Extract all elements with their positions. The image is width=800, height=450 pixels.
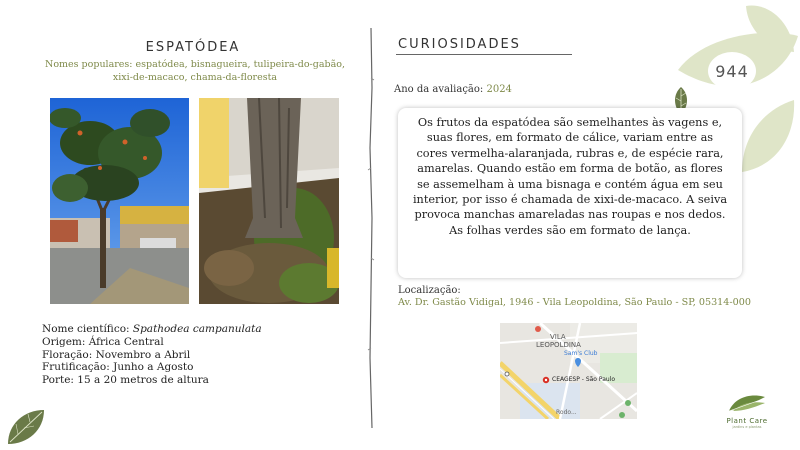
logo-tagline: jardins e plantas [732,425,762,429]
tree-photo [50,98,189,304]
fruiting: Frutificação: Junho a Agosto [42,361,194,374]
leaf-icon [740,98,796,174]
location-label: Localização: [398,285,461,296]
map-label-store: Sam's Club [564,350,598,357]
scientific-name: Nome científico: Spathodea campanulata [42,323,262,335]
evaluation-year-value: 2024 [486,84,512,95]
popular-names: Nomes populares: espatódea, bisnagueira, tulipeira-do-gabão, xixi-de-macaco, chama-da-floresta [45,59,345,83]
map-label-district2: LEOPOLDINA [536,341,581,349]
logo-name: Plant Care [726,417,768,425]
map-pin-icon [543,377,549,383]
flowering: Floração: Novembro a Abril [42,348,191,361]
location-map[interactable] [500,323,637,419]
leaf-icon [6,408,46,446]
map-label-place: CEAGESP - São Paulo [552,376,616,383]
origin: Origem: África Central [42,335,164,348]
plant-logo-icon [727,393,767,413]
species-name: ESPATÓDEA [145,40,241,55]
curiosities-title: CURIOSIDADES [398,37,521,52]
evaluation-year: Ano da avaliação: 2024 [394,84,512,95]
tree-number-badge: 944 [708,52,756,90]
leaf-icon [740,2,796,54]
title-underline [396,54,572,55]
map-label-road: Rodo... [556,409,577,416]
plant-care-logo [720,393,774,429]
scientific-name-value: Spathodea campanulata [132,323,262,335]
location-address: Av. Dr. Gastão Vidigal, 1946 - Vila Leopoldina, São Paulo - SP, 05314-000 [398,297,751,308]
species-facts [42,323,262,387]
map-label-district: VILA [550,333,566,341]
trunk-photo [199,98,339,304]
divider [366,28,376,428]
curiosities-text: Os frutos da espatódea são semelhantes às vagens e, suas flores, em formato de cálice, variam entre as cores vermelha-alaranjada, rubras e, de espécie rara, amarelas. Quando estão em forma de botão, as flores se assemelham à uma bisnaga e contém água em seu interior, por isso é chamada de xixi-de-macaco. A seiva provoca manchas amareladas nas roupas e nos dedos. As folhas verdes são em formato de lança. [398,108,742,278]
tree-size: Porte: 15 a 20 metros de altura [42,374,209,387]
